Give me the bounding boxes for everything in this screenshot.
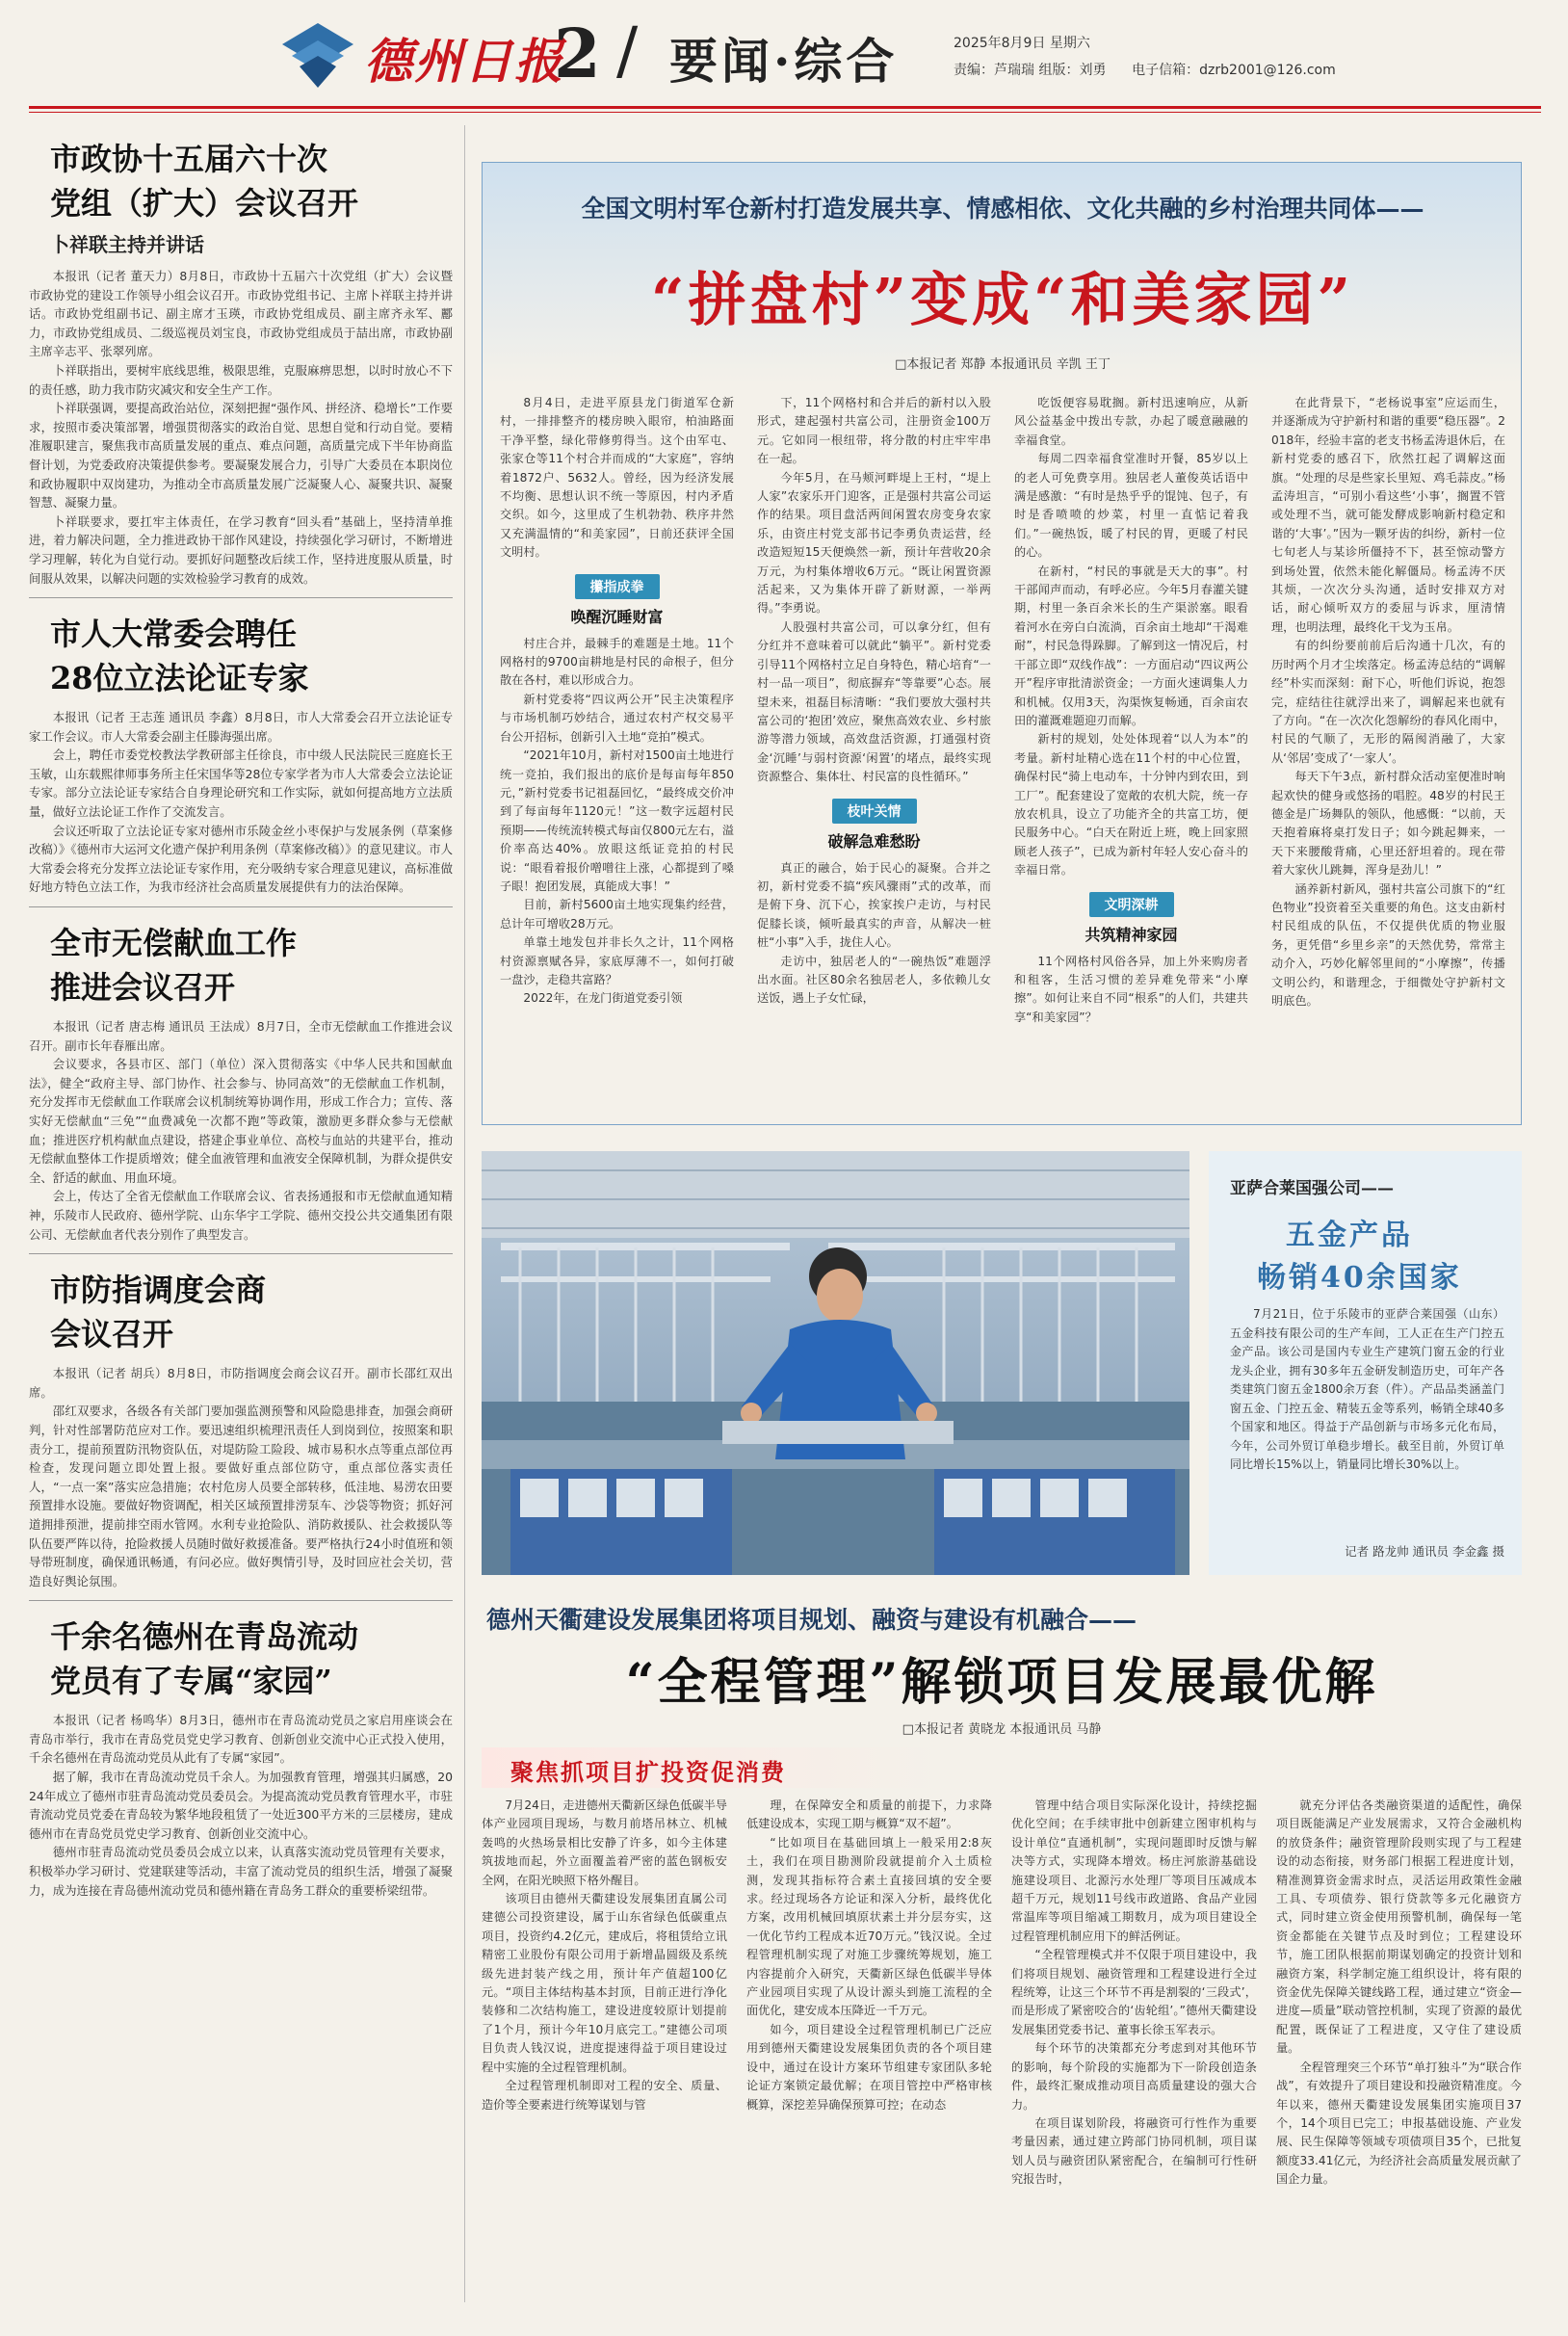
article-column <box>1011 1797 1257 2307</box>
email: 电子信箱：dzrb2001@126.com <box>1132 63 1336 78</box>
feature-column <box>757 394 991 1107</box>
caption-text: 7月21日，位于乐陵市的亚萨合莱国强（山东）五金科技有限公司的生产车间，工人正在生产门控五金产品。该公司是国内专业生产建筑门窗五金的行业龙头企业，拥有30多年五金研发制造历史，可年产各类建筑门窗五金1800余万套（件）。产品品类涵盖门窗五金、门控五金、精装五金等系列，畅销全球40多个国家和地区。得益于产品创新与市场多元化布局，今年，公司外贸订单稳步增长。截至目前，外贸订单同比增长15%以上，销量同比增长30%以上。 <box>1230 1307 1504 1471</box>
paragraph: 目前，新村5600亩土地实现集约经营，总计年可增收28万元。 <box>500 898 734 931</box>
paragraph: 就充分评估各类融资渠道的适配性，确保项目既能满足产业发展需求，又符合金融机构的放贷条件；融资管理阶段则实现了与工程建设的动态衔接，财务部门根据工程进度计划，精准测算资金需求时点，灵活运用政策性金融工具、专项债券、银行贷款等多元化融资方式，同时建立资金使用预警机制，确保每一笔资金都能在关键节点及时到位；工程建设环节，施工团队根据前期谋划确定的投资计划和融资方案，科学制定施工组织设计，将有限的资金优先保障关键线路工程，通过建立“资金—进度—质量”联动管控机制，实现了资源的最优配置，既保证了工程进度，又守住了建设质量。 <box>1276 1798 1522 2056</box>
subhead-box <box>1014 892 1248 945</box>
paragraph: 2022年，在龙门街道党委引领 <box>523 991 683 1006</box>
subhead-label: 攥指成拳 <box>575 574 660 599</box>
caption-title-line2: 畅销40余国家 <box>1257 1261 1462 1295</box>
header-rule <box>29 106 1541 109</box>
article-flood-control <box>29 1268 453 1601</box>
paragraph: 今年5月，在马颊河畔堤上王村，“堤上人家”农家乐开门迎客，正是强村共富公司运作的结果。项目盘活两间闲置农房变身农家乐，由资庄村党支部书记李勇负责运营，经改造短短15天便焕然一新，预计年营收20余万元，为村集体增收6万元。“既让闲置资源活起来，又为集体开辟了新财源，一举两得。”李勇说。 <box>757 470 991 616</box>
feature-column <box>1271 394 1505 1107</box>
paragraph: 本报讯（记者 董天力）8月8日，市政协十五届六十次党组（扩大）会议暨市政协党的建设工作领导小组会议召开。市政协党组书记、主席卜祥联主持并讲话。市政协党组副书记、副主席才玉瑛，市政协党组成员、副主席齐永军、酈力，市政协党组成员、二级巡视员刘宝良，市政协党组成员于喆出席，市政协副主席辛志平、张翠列席。 <box>29 269 453 359</box>
article-columns <box>482 1797 1522 2307</box>
article-column <box>482 1797 727 2307</box>
paragraph: 新村党委将“四议两公开”民主决策程序与市场机制巧妙结合，通过农村产权交易平台公开招标，创新引入土地“竞拍”模式。 <box>500 692 734 744</box>
header-rule-thin <box>29 112 1541 113</box>
section-name: 要闻·综合 <box>669 33 899 90</box>
masthead <box>0 0 1568 106</box>
paragraph: 理，在保障安全和质量的前提下，力求降低建设成本，实现工期与概算“双不超”。 <box>746 1798 992 1831</box>
article-byline: □本报记者 黄晓龙 本报通讯员 马静 <box>902 1722 1102 1737</box>
paragraph: 7月24日，走进德州天衢新区绿色低碳半导体产业园项目现场，与数月前塔吊林立、机械轰鸣的火热场景相比安静了许多，如今主体建筑拔地而起，外立面覆盖着严密的蓝色钢板安全网，在阳光映照下格外醒目。 <box>482 1798 727 1887</box>
feature-byline: □本报记者 郑静 本报通讯员 辛凯 王丁 <box>895 357 1111 372</box>
article-cppcc <box>29 137 453 598</box>
divider <box>29 1600 453 1601</box>
paragraph: 下，11个网格村和合并后的新村以入股形式，建起强村共富公司，注册资金100万元。它如同一根纽带，将分散的村庄牢牢串在一起。 <box>757 396 991 466</box>
paragraph: 本报讯（记者 王志莲 通讯员 李鑫）8月8日，市人大常委会召开立法论证专家工作会议。市人大常委会副主任滕海强出席。 <box>29 710 453 744</box>
paragraph: 人股强村共富公司，可以拿分红，但有分红并不意味着可以就此“躺平”。新村党委引导11个网格村立足自身特色，精心培育“一村一品一项目”，彻底摒弃“等靠要”心态。展望未来，祖磊目标清晰：“我们要放大强村共富公司的‘抱团’效应，聚焦高效农业、乡村旅游等潜力领域，高效盘活资源，打通强村资金‘沉睡’与弱村资源‘闲置’的堵点，最终实现资源整合、集体壮、村民富的良性循环。” <box>757 619 991 784</box>
article-title: 全市无偿献血工作 推进会议召开 <box>50 925 298 1007</box>
feature-columns <box>500 394 1505 1107</box>
paragraph: 全程管理突三个环节“单打独斗”为“联合作战”，有效提升了项目建设和投融资精准度。今年以来，德州天衢建设发展集团实施项目37个，14个项目已完工；申报基础设施、产业发展、民生保障等领域专项债项目35个，已批复额度33.41亿元，为经济社会高质量发展贡献了国企力量。 <box>1276 2060 1522 2187</box>
paragraph: 该项目由德州天衢建设发展集团直属公司建德公司投资建设，属于山东省绿色低碳重点项目，投资约4.2亿元，建成后，将租赁给立讯精密工业股份有限公司用于新增晶圆级及系统级先进封装产线之用，预计年产值超100亿元。“项目主体结构基本封顶，目前正进行净化装修和二次结构施工，建设进度较原计划提前了1个月，预计今年10月底完工。”建德公司项目负责人钱汉说，进度提速得益于项目建设过程中实施的全过程管理机制。 <box>482 1892 727 2074</box>
photo-caption-box <box>1209 1151 1522 1575</box>
paragraph: 会议还听取了立法论证专家对德州市乐陵金丝小枣保护与发展条例（草案修改稿）》《德州市大运河文化遗产保护利用条例（草案修改稿）》的意见建议。市人大常委会将充分发挥立法论证专家作用，充分吸纳专家合理意见建议，高标准做好地方特色立法工作，为我市经济社会高质量发展提供有力的法治保障。 <box>29 823 453 895</box>
paragraph: 每天下午3点，新村群众活动室便准时响起欢快的健身或悠扬的唱腔。48岁的村民王德金是广场舞队的领队，他感慨：“以前，天天抱着麻将桌打发日子；如今跳起舞来，一天下来腰酸背痛，心里还舒坦着的。现在带着大家伙儿跳舞，浑身是劲儿！” <box>1271 770 1505 878</box>
divider <box>29 597 453 598</box>
paragraph: 单靠土地发包并非长久之计，11个网格村资源禀赋各异，家底厚薄不一，如何打破一盘沙，走稳共富路？ <box>500 935 734 986</box>
paragraph: 会上，传达了全省无偿献血工作联席会议、省表扬通报和市无偿献血通知精神，乐陵市人民政府、德州学院、山东华宇工学院、德州交投公共交通集团有限公司、无偿献血者代表分别作了典型发言。 <box>29 1189 453 1242</box>
paragraph: “全程管理模式并不仅限于项目建设中，我们将项目规划、融资管理和工程建设进行全过程统筹，让这三个环节不再是割裂的‘三段式’，而是形成了紧密咬合的‘齿轮组’。”德州天衢建设发展集团党委书记、董事长徐玉军表示。 <box>1011 1948 1257 2036</box>
article-party-members-qingdao <box>29 1614 453 1900</box>
paragraph: “比如项目在基础回填上一般采用2:8灰土，我们在项目勘测阶段就提前介入土质检测，发现其指标符合素土直接回填的安全要求。经过现场各方论证和深入分析，最终优化方案，改用机械回填原状素土并分层夯实，这一优化节约工程成本近70万元。”钱汉说。全过程管理机制实现了对施工步骤统筹规划，施工内容提前介入研究，天衢新区绿色低碳半导体产业园项目实现了从设计源头到施工流程的全面优化，建安成本压降近一千万元。 <box>746 1835 992 2018</box>
page-slash: / <box>616 13 639 88</box>
paragraph: 吃饭便容易耽搁。新村迅速响应，从新风公益基金中拨出专款，办起了暖意融融的幸福食堂。 <box>1014 396 1248 447</box>
article-title: “全程管理”解锁项目发展最优解 <box>625 1653 1378 1712</box>
subhead-label: 枝叶关情 <box>832 799 917 824</box>
subhead-title: 唤醒沉睡财富 <box>570 607 664 626</box>
paragraph: 全过程管理机制即对工程的安全、质量、造价等全要素进行统筹谋划与管 <box>482 2079 727 2112</box>
page-number: 2 <box>554 13 601 93</box>
factory-worker-illustration <box>482 1151 1189 1575</box>
caption-title-line1: 五金产品 <box>1286 1219 1413 1252</box>
photo-credit: 记者 路龙帅 通讯员 李金鑫 摄 <box>1345 1544 1504 1559</box>
paragraph: 新村的规划，处处体现着“以人为本”的考量。新村址精心选在11个村的中心位置，确保村民“骑上电动车，十分钟内到农田，到工厂”。配套建设了宽敞的农机大院，统一存放农机具，设立了功能齐全的共富工坊，便民服务中心。“白天在附近上班，晚上回家照顾老人孩子”，已成为新村年轻人安心奋斗的幸福日常。 <box>1014 732 1248 878</box>
paragraph: 本报讯（记者 杨鸣华）8月3日，德州市在青岛流动党员之家启用座谈会在青岛市举行，我市在青岛党员党史学习教育、创新创业交流中心正式投入使用，千余名德州在青岛流动党员从此有了专属“家园”。 <box>29 1713 453 1766</box>
divider <box>29 906 453 907</box>
newspaper-emblem-icon <box>274 19 361 92</box>
photo-news <box>482 1151 1522 1575</box>
divider <box>29 1253 453 1254</box>
newspaper-logo: 德州日报 <box>364 33 564 90</box>
subhead-title: 共筑精神家园 <box>1085 925 1178 944</box>
paragraph: 8月4日，走进平原县龙门街道军仓新村，一排排整齐的楼房映入眼帘，柏油路面干净平整，绿化带修剪得当。这个由军屯、张家仓等11个村合并而成的“大家庭”，容纳着1872户、5632人。曾经，因为经济发展不均衡、思想认识不统一等原因，村内矛盾交织。如今，这里成了生机勃勃、秩序井然又充满温情的“和美家园”，日前还获评全国文明村。 <box>500 396 734 560</box>
feature-column <box>500 394 734 1107</box>
paragraph: 在项目谋划阶段，将融资可行性作为重要考量因素，通过建立跨部门协同机制，项目谋划人员与融资团队紧密配合，在编制可行性研究报告时， <box>1011 2115 1257 2187</box>
paragraph: 德州市驻青岛流动党员委员会成立以来，认真落实流动党员管理有关要求，积极举办学习研讨、党建联建等活动，丰富了流动党员的组织生活，增强了凝聚力，成为连接在青岛德州流动党员和德州籍在青岛务工群众的重要桥梁纽带。 <box>29 1845 453 1898</box>
paragraph: 卜祥联要求，要扛牢主体责任，在学习教育“回头看”基础上，坚持清单推进，着力解决问题，全力推进政协干部作风建设，持续强化学习研讨，不断增进学习理解，转化为自觉行动。要抓好问题整改后续工作，坚持进度服从质量，时间服从效果，以解决问题的实效检验学习教育的成效。 <box>29 513 453 586</box>
paragraph: 走访中，独居老人的“一碗热饭”难题浮出水面。社区80余名独居老人，多依赖儿女送饭，遇上子女忙碌， <box>757 954 991 1006</box>
article-column <box>746 1797 992 2307</box>
factory-photo <box>482 1151 1189 1575</box>
paragraph: “2021年10月，新村对1500亩土地进行统一竞拍，我们报出的底价是每亩每年850元，”新村党委书记祖磊回忆，“最终成交价冲到了每亩每年1120元！”这一数字远超村民预期——传统流转模式每亩仅800元左右，溢价率高达40%。放眼这纸证竞拍的村民说：“眼看着报价噌噌往上涨，心都提到了嗓子眼！抱团发展，真能成大事！” <box>500 748 734 893</box>
paragraph: 如今，项目建设全过程管理机制已广泛应用到德州天衢建设发展集团负责的各个项目建设中，通过在设计方案环节组建专家团队多轮论证方案锁定最优解；在项目管控中严格审核概算，深挖差异确保预算可控；在动态 <box>746 2022 992 2112</box>
editor-info <box>954 60 1336 79</box>
article-full-process-management <box>482 1589 1522 2312</box>
paragraph: 邵红双要求，各级各有关部门要加强监测预警和风险隐患排查，加强会商研判，针对性部署防范应对工作。要迅速组织梳理汛责任人到岗到位，按照案和职责分工，提前预置防汛物资队伍，对堤防险工险段、城市易积水点等重点部位再检查，发现问题立即处置上报。要做好重点部位防守，重点部位落实责任人，“一点一案”落实应急措施；农村危房人员要全部转移，低洼地、易涝农田要预置排水设施。要做好物资调配，相关区域预置排涝泵车、沙袋等物资；抓好河道拥排预泄，提前排空雨水管网。水利专业抢险队、消防救援队、社会救援队等队伍要严阵以待，抢险救援人员随时做好救援准备。要严格执行24小时值班和领导带班制度，确保通讯畅通，有问必应。做好舆情引导，及时回应社会关切，营造良好舆论氛围。 <box>29 1404 453 1588</box>
editors: 责编：芦瑞瑞 组版：刘勇 <box>954 63 1107 78</box>
paragraph: 在此背景下，“老杨说事室”应运而生，并逐渐成为守护新村和谐的重要“稳压器”。2018年，经验丰富的老支书杨孟涛退休后，在新村党委的感召下，欣然扛起了调解这面旗。“处理的尽是些家长里短、鸡毛蒜皮。”杨孟涛坦言，“可别小看这些‘小事’，搁置不管或处理不当，就可能发酵成影响新村稳定和谐的‘大事’。”因为一颗牙齿的纠纷，新村一位七旬老人与某诊所僵持不下，甚至惊动警方到场处置，依然未能化解僵局。杨孟涛不厌其烦，一次次分头沟通，适时安排双方对话，耐心倾听双方的委屈与诉求，厘清情理，也明法理，最终化干戈为玉帛。 <box>1271 396 1505 634</box>
paragraph: 据了解，我市在青岛流动党员千余人。为加强教育管理，增强其归属感，2024年成立了德州市驻青岛流动党员委员会。为提高流动党员教育管理水平，市驻青流动党员党委在青岛较为繁华地段租赁了一处近300平方米的三层楼房，建成德州市在青岛党员党史学习教育、创新创业交流中心。 <box>29 1770 453 1841</box>
column-band <box>482 1747 944 1788</box>
article-title: 市人大常委会聘任 28位立法论证专家 <box>50 616 309 697</box>
caption-kicker: 亚萨合莱国强公司—— <box>1230 1179 1394 1198</box>
article-title: 市政协十五届六十次 党组（扩大）会议召开 <box>50 141 359 222</box>
left-news-column <box>29 125 453 2312</box>
article-npc-experts <box>29 612 453 907</box>
paragraph: 涵养新村新风，强村共富公司旗下的“红色物业”投资着至关重要的角色。这支由新村村民组成的队伍，不仅提供优质的物业服务，更凭借“乡里乡亲”的天然优势，常常主动介入，巧妙化解邻里间的“小摩擦”，传播文明公约，和谐理念，于细微处守护新村文明底色。 <box>1271 881 1505 1008</box>
paragraph: 每周二四幸福食堂准时开餐，85岁以上的老人可免费享用。独居老人董俊英话语中满是感激：“有时是热乎乎的馄饨、包子，有时是香喷喷的炒菜，村里一直惦记着我们。”一碗热饭，暖了村民的胃，更暖了村民的心。 <box>1014 452 1248 560</box>
paragraph: 管理中结合项目实际深化设计，持续挖掘优化空间；在手续审批中创新建立图审机构与设计单位“直通机制”，实现问题即时反馈与解决等方式，实现降本增效。杨庄河旅游基础设施建设项目、北源污水处理厂等项目压减成本超千万元，规划11号线市政道路、食品产业园常温库等项目缩减工期数月，成为项目建设全过程管理机制应用下的鲜活例证。 <box>1011 1798 1257 1943</box>
paragraph: 会议要求，各县市区、部门（单位）深入贯彻落实《中华人民共和国献血法》，健全“政府主导、部门协作、社会参与、协同高效”的无偿献血工作机制，充分发挥市无偿献血工作联席会议机制统筹协调作用，形成工作合力；宣传、落实好无偿献血“三免”“血费减免一次都不跑”等政策，激励更多群众参与无偿献血；推进医疗机构献血点建设，搭建企事业单位、高校与血站的共建平台，推动无偿献血整体工作提质增效；健全血液管理和血液安全保障机制，为群众提供安全、舒适的献血、用血环境。 <box>29 1057 453 1185</box>
subhead-box <box>757 799 991 852</box>
article-subtitle: 卜祥联主持并讲话 <box>50 233 204 256</box>
article-kicker: 德州天衢建设发展集团将项目规划、融资与建设有机融合—— <box>486 1606 1137 1634</box>
issue-date: 2025年8月9日 星期六 <box>954 36 1090 51</box>
paragraph: 卜祥联指出，要树牢底线思维，极限思维，克服麻痹思想，以时时放心不下的责任感，助力我市防灾减灾和安全生产工作。 <box>29 362 453 397</box>
subhead-title: 破解急难愁盼 <box>827 831 921 851</box>
paragraph: 有的纠纷要前前后后沟通十几次，有的历时两个月才尘埃落定。杨孟涛总结的“调解经”朴实而深刻：耐下心，听他们诉说，抱怨完，症结往往就浮出来了，调解起来也就有了方向。“在一次次化怨解纷的春风化雨中，村民的气顺了，无形的隔阂消融了，大家从‘邻居’变成了‘一家人’。 <box>1271 639 1505 765</box>
paragraph: 村庄合并，最棘手的难题是土地。11个网格村的9700亩耕地是村民的命根子，但分散在各村，难以形成合力。 <box>500 636 734 688</box>
paragraph: 本报讯（记者 胡兵）8月8日，市防指调度会商会议召开。副市长邵红双出席。 <box>29 1366 453 1400</box>
column-separator <box>464 125 465 2302</box>
feature-kicker: 全国文明村军仓新村打造发展共享、情感相依、文化共融的乡村治理共同体—— <box>581 195 1424 223</box>
feature-article-village <box>482 162 1522 1125</box>
paragraph: 11个网格村风俗各异，加上外来购房者和租客，生活习惯的差异难免带来“小摩擦”。如何让来自不同“根系”的人们，共建共享“和美家园”？ <box>1014 954 1248 1024</box>
paragraph: 在新村，“村民的事就是天大的事”。村干部闻声而动，有呼必应。今年5月春灌关键期，村里一条百余米长的生产渠淤塞。眼看着河水在旁白白流淌，百余亩土地却“干渴难耐”，村民急得跺脚。了解到这一情况后，村干部立即“双线作战”：一方面启动“四议两公开”程序审批清淤资金；一方面火速调集人力和机械。仅用3天，沟渠恢复畅通，百余亩农田的灌溉难题迎刃而解。 <box>1014 564 1248 727</box>
paragraph: 卜祥联强调，要提高政治站位，深刻把握“强作风、拼经济、稳增长”工作要求，按照市委决策部署，增强贯彻落实的政治自觉、思想自觉和行动自觉。要精准履职建言，聚焦我市高质量发展的重点、难点问题，高质量完成下半年协商监督计划，为党委政府决策提供参考。要凝聚发展合力，引导广大委员在本职岗位和政协履职中双岗建功，为推动全市高质量发展广泛凝聚人心、凝聚共识、凝聚智慧、凝聚力量。 <box>29 401 453 511</box>
paragraph: 每个环节的决策都充分考虑到对其他环节的影响，每个阶段的实施都为下一阶段创造条件，最终汇聚成推动项目高质量建设的强大合力。 <box>1011 2041 1257 2112</box>
feature-title: “拼盘村”变成“和美家园” <box>650 267 1355 334</box>
feature-column <box>1014 394 1248 1107</box>
paragraph: 真正的融合，始于民心的凝聚。合并之初，新村党委不搞“疾风骤雨”式的改革，而是俯下身、沉下心，挨家挨户走访，与村民促膝长谈，倾听最真实的声音，从解决一桩桩“小事”入手，拢住人心。 <box>757 860 991 950</box>
paragraph: 本报讯（记者 唐志梅 通讯员 王法成）8月7日，全市无偿献血工作推进会议召开。副市长年春雁出席。 <box>29 1019 453 1053</box>
article-title: 千余名德州在青岛流动 党员有了专属“家园” <box>50 1618 359 1700</box>
column-band-text: 聚焦抓项目扩投资促消费 <box>510 1758 786 1786</box>
article-title: 市防指调度会商 会议召开 <box>50 1272 267 1353</box>
article-column <box>1276 1797 1522 2307</box>
article-blood-donation <box>29 921 453 1254</box>
paragraph: 会上，聘任市委党校教法学教研部主任徐良，市中级人民法院民三庭庭长王玉敏，山东载熙律师事务所主任宋国华等28位专家学者为市人大常委会立法论证专家。部分立法论证专家结合自身理论研究和工作实际，就如何提高地方立法质量，做好立法论证工作作了交流发言。 <box>29 748 453 820</box>
subhead-label: 文明深耕 <box>1089 892 1174 917</box>
subhead-box <box>500 574 734 627</box>
